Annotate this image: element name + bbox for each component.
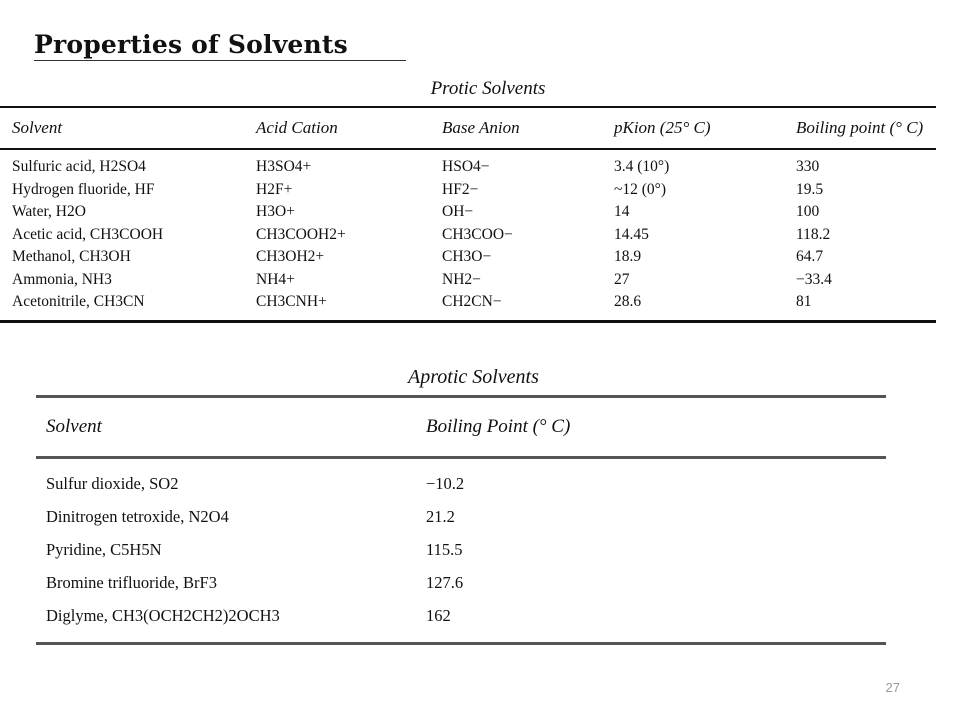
slide-title: Properties of Solvents (34, 30, 348, 59)
aprotic-header-solvent: Solvent (46, 416, 102, 437)
page-number: 27 (885, 680, 900, 695)
table-row (0, 179, 936, 202)
aprotic-boiling-point-cell: 21.2 (426, 506, 455, 526)
protic-header-boiling-point: Boiling point (° C) (796, 118, 924, 137)
protic-solvent-cell: Sulfuric acid, H2SO4 (12, 158, 146, 176)
aprotic-solvents-section (36, 362, 886, 645)
protic-acid-cation-cell: H3SO4+ (256, 158, 312, 176)
table-row (36, 458, 886, 501)
protic-boiling-point-cell: 81 (796, 293, 812, 311)
protic-base-anion-cell: NH2− (442, 270, 481, 288)
aprotic-solvent-cell: Diglyme, CH3(OCH2CH2)2OCH3 (46, 605, 280, 625)
protic-pk-ion-cell: 3.4 (10°) (614, 158, 670, 176)
protic-pk-ion-cell: ~12 (0°) (614, 180, 667, 198)
protic-caption: Protic Solvents (430, 78, 546, 99)
protic-boiling-point-cell: 100 (796, 203, 820, 221)
protic-header-base-anion: Base Anion (442, 118, 520, 137)
protic-boiling-point-cell: −33.4 (796, 270, 832, 288)
aprotic-solvents-table (36, 395, 886, 645)
table-row (0, 246, 936, 269)
table-row (0, 224, 936, 247)
aprotic-solvent-cell: Sulfur dioxide, SO2 (46, 473, 179, 493)
protic-solvent-cell: Acetic acid, CH3COOH (12, 225, 164, 243)
protic-base-anion-cell: HF2− (442, 180, 479, 198)
aprotic-boiling-point-cell: 162 (426, 605, 451, 625)
aprotic-boiling-point-cell: −10.2 (426, 473, 465, 493)
protic-solvents-table (0, 106, 936, 323)
protic-solvent-cell: Acetonitrile, CH3CN (12, 293, 145, 311)
protic-header-pk-ion: pKion (25° C) (614, 118, 711, 137)
protic-boiling-point-cell: 64.7 (796, 248, 824, 266)
protic-base-anion-cell: HSO4− (442, 158, 490, 176)
protic-pk-ion-cell: 27 (614, 270, 630, 288)
protic-header-row (0, 107, 936, 149)
protic-header-acid-cation: Acid Cation (256, 118, 338, 137)
protic-solvents-section (0, 74, 936, 323)
protic-base-anion-cell: CH3COO− (442, 225, 513, 243)
aprotic-boiling-point-cell: 127.6 (426, 572, 464, 592)
table-row (0, 149, 936, 179)
protic-acid-cation-cell: H3O+ (256, 203, 295, 221)
title-underline (34, 60, 406, 61)
protic-base-anion-cell: OH− (442, 203, 474, 221)
protic-acid-cation-cell: CH3CNH+ (256, 293, 327, 311)
protic-acid-cation-cell: NH4+ (256, 270, 295, 288)
protic-pk-ion-cell: 14.45 (614, 225, 649, 243)
aprotic-solvent-cell: Bromine trifluoride, BrF3 (46, 572, 217, 592)
table-row (0, 269, 936, 292)
protic-acid-cation-cell: CH3COOH2+ (256, 225, 346, 243)
protic-solvent-cell: Methanol, CH3OH (12, 248, 131, 266)
aprotic-header-row (36, 397, 886, 458)
protic-base-anion-cell: CH3O− (442, 248, 492, 266)
protic-pk-ion-cell: 28.6 (614, 293, 642, 311)
protic-acid-cation-cell: H2F+ (256, 180, 293, 198)
aprotic-caption: Aprotic Solvents (408, 366, 539, 388)
aprotic-header-boiling-point: Boiling Point (° C) (426, 416, 571, 437)
protic-pk-ion-cell: 18.9 (614, 248, 642, 266)
table-row (0, 291, 936, 321)
table-row (36, 500, 886, 533)
table-row (36, 566, 886, 599)
protic-acid-cation-cell: CH3OH2+ (256, 248, 325, 266)
aprotic-solvent-cell: Dinitrogen tetroxide, N2O4 (46, 506, 229, 526)
aprotic-boiling-point-cell: 115.5 (426, 539, 463, 559)
protic-solvent-cell: Water, H2O (12, 203, 86, 221)
protic-solvent-cell: Ammonia, NH3 (12, 270, 112, 288)
protic-pk-ion-cell: 14 (614, 203, 630, 221)
protic-solvent-cell: Hydrogen fluoride, HF (12, 180, 155, 198)
protic-boiling-point-cell: 19.5 (796, 180, 824, 198)
table-row (36, 599, 886, 644)
table-row (36, 533, 886, 566)
table-row (0, 201, 936, 224)
protic-boiling-point-cell: 118.2 (796, 225, 831, 243)
aprotic-solvent-cell: Pyridine, C5H5N (46, 539, 162, 559)
protic-base-anion-cell: CH2CN− (442, 293, 502, 311)
protic-header-solvent: Solvent (12, 118, 63, 137)
protic-boiling-point-cell: 330 (796, 158, 820, 176)
